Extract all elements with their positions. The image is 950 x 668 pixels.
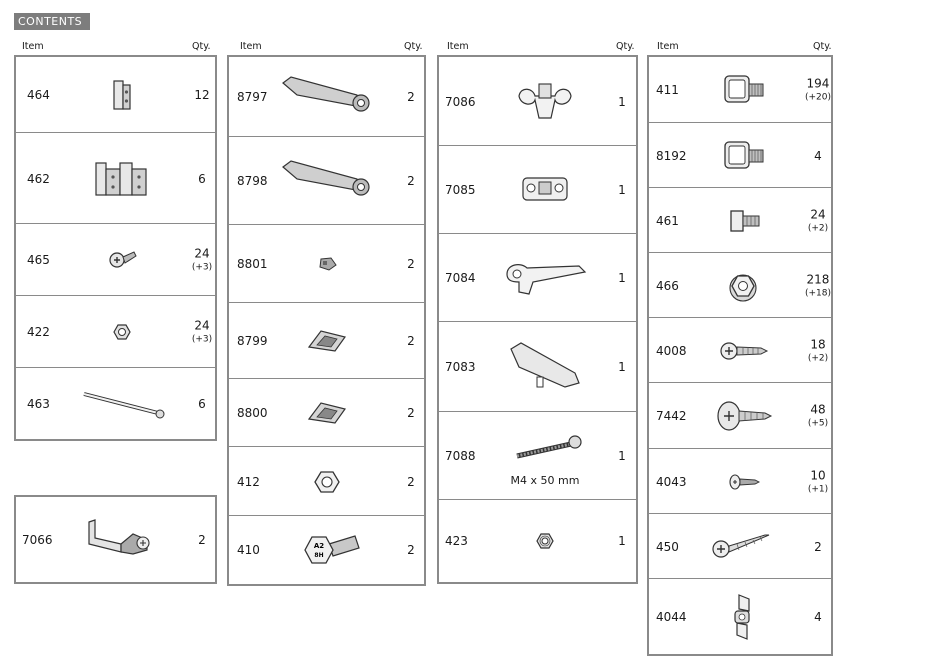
quantity (808, 336, 828, 365)
quantity-main: 2 (407, 543, 415, 557)
part-row (649, 383, 831, 449)
quantity (814, 148, 822, 164)
quantity (808, 467, 828, 496)
part-row (16, 296, 215, 368)
section-title: CONTENTS (14, 13, 90, 30)
item-number: 8798 (237, 174, 268, 188)
item-number: 4043 (656, 474, 687, 489)
quantity (198, 396, 206, 412)
item-number: 7066 (22, 532, 53, 547)
part-row (439, 234, 636, 322)
lever-cover-icon (497, 337, 593, 397)
quantity (192, 246, 212, 275)
item-number: 466 (656, 278, 679, 293)
item-number: 465 (27, 253, 50, 267)
block-bolt-icon (695, 191, 791, 251)
quantity-main: 24 (194, 318, 210, 333)
part-row (649, 318, 831, 383)
quantity (805, 76, 831, 105)
hinge-icon (497, 72, 593, 132)
quantity (618, 359, 626, 375)
wing-nut-icon (695, 587, 791, 647)
item-number: 411 (656, 83, 679, 97)
part-row (229, 225, 424, 303)
quantity-main: 1 (618, 360, 626, 374)
quantity (407, 173, 415, 189)
part-row (649, 579, 831, 654)
parts-column-3 (437, 55, 638, 584)
item-number: 450 (656, 539, 679, 554)
quantity-spare: (+3) (191, 262, 213, 273)
part-row (229, 379, 424, 447)
quantity-spare: (+2) (807, 223, 829, 233)
item-number: 7085 (445, 183, 476, 197)
item-number: 8800 (237, 406, 268, 420)
quantity-main: 6 (198, 396, 206, 411)
part-row (16, 57, 215, 133)
item-number: 410 (237, 543, 260, 557)
part-row (229, 57, 424, 137)
quantity-main: 1 (618, 183, 626, 197)
clip-icon (279, 234, 375, 294)
bracket-icon (74, 65, 170, 125)
part-row (16, 224, 215, 296)
quantity-main: 2 (814, 539, 822, 554)
item-number: 8799 (237, 334, 268, 348)
bolt-stamp-bottom: 8H (314, 552, 324, 559)
quantity-spare: (+1) (807, 484, 829, 494)
flange-nut-icon (695, 256, 791, 316)
part-row (439, 146, 636, 234)
item-number: 422 (27, 325, 50, 339)
quantity (407, 474, 415, 490)
arm-icon (279, 67, 375, 127)
parts-column-4 (647, 55, 833, 656)
quantity-main: 6 (198, 171, 206, 186)
quantity-main: 2 (407, 257, 415, 271)
lever-icon (497, 248, 593, 308)
quantity-main: 2 (407, 334, 415, 348)
quantity-spare: (+20) (804, 92, 832, 103)
quantity (198, 532, 206, 548)
quantity (192, 318, 212, 347)
quantity-main: 2 (407, 406, 415, 420)
screw-icon (74, 230, 170, 290)
item-number: 7086 (445, 94, 476, 109)
quantity-main: 18 (810, 337, 826, 351)
item-number: 461 (656, 213, 679, 228)
nut-icon (74, 302, 170, 362)
item-number: 7083 (445, 360, 476, 374)
wafer-screw-icon (695, 386, 791, 446)
quantity-main: 10 (810, 468, 826, 482)
item-number: 7442 (656, 409, 687, 423)
part-row (229, 447, 424, 516)
item-number: 423 (445, 534, 468, 548)
square-head-bolt-icon (695, 126, 791, 186)
item-header-4: Item (657, 41, 679, 52)
quantity-main: 2 (407, 90, 415, 104)
quantity (407, 333, 415, 349)
long-bolt-icon (497, 418, 593, 478)
quantity (198, 171, 206, 187)
parts-column-2 (227, 55, 426, 586)
quantity-main: 4 (814, 148, 822, 163)
qty-header-2: Qty. (404, 41, 423, 52)
quantity-main: 4 (814, 609, 822, 624)
bolt-stamp-top: A2 (313, 542, 325, 550)
item-number: 4044 (656, 609, 687, 624)
quantity-spare: (+18) (804, 288, 832, 298)
item-number: 463 (27, 396, 50, 411)
quantity (814, 609, 822, 625)
self-drill-screw-icon (695, 321, 791, 381)
part-size-caption: M4 x 50 mm (510, 474, 580, 487)
part-row (229, 303, 424, 379)
quantity (618, 270, 626, 286)
quantity-main: 48 (810, 402, 826, 417)
quantity (407, 256, 415, 272)
part-row (649, 253, 831, 318)
quantity-main: 2 (198, 532, 206, 547)
quantity (618, 94, 626, 110)
small-screw-icon (695, 452, 791, 512)
qty-header-3: Qty. (616, 41, 635, 52)
quantity-main: 1 (618, 94, 626, 109)
item-number: 462 (27, 171, 50, 186)
part-row (16, 368, 215, 439)
item-header-1: Item (22, 41, 44, 52)
part-row (16, 133, 215, 224)
tray-clip-icon (279, 383, 375, 443)
quantity-spare: (+3) (191, 334, 213, 345)
part-row (649, 449, 831, 514)
quantity (805, 271, 831, 300)
part-row (649, 514, 831, 579)
quantity-spare: (+2) (807, 353, 829, 363)
part-row (16, 497, 215, 582)
item-number: 7084 (445, 271, 476, 285)
part-row (229, 516, 424, 584)
item-header-3: Item (447, 41, 469, 52)
square-head-bolt-icon (695, 60, 791, 120)
item-number: 464 (27, 88, 50, 102)
part-row (649, 188, 831, 253)
part-row (439, 412, 636, 500)
quantity (407, 89, 415, 105)
quantity-main: 1 (618, 449, 626, 463)
item-number: 8192 (656, 148, 687, 163)
quantity (618, 182, 626, 198)
quantity-main: 194 (806, 76, 830, 91)
hinge-plate-icon (497, 160, 593, 220)
quantity-main: 1 (618, 534, 626, 548)
quantity (808, 206, 828, 235)
arm-icon (279, 151, 375, 211)
quantity (194, 87, 209, 103)
item-number: 412 (237, 474, 260, 489)
double-bracket-icon (74, 149, 170, 209)
part-row (649, 123, 831, 188)
item-number: 8801 (237, 257, 268, 271)
quantity-main: 1 (618, 271, 626, 285)
tray-clip-icon (279, 311, 375, 371)
quantity (814, 539, 822, 555)
quantity (808, 402, 828, 431)
quantity-main: 12 (194, 88, 210, 102)
hex-bolt-icon (279, 520, 375, 580)
item-number: 4008 (656, 343, 687, 358)
item-number: 8797 (237, 90, 268, 104)
qty-header-4: Qty. (813, 41, 832, 52)
part-row (439, 57, 636, 146)
quantity (618, 448, 626, 464)
quantity-main: 24 (194, 246, 210, 261)
quantity (407, 542, 415, 558)
part-row (439, 322, 636, 412)
quantity-main: 24 (810, 207, 826, 221)
item-header-2: Item (240, 41, 262, 52)
quantity-main: 2 (407, 474, 415, 489)
qty-header-1: Qty. (192, 41, 211, 52)
wood-screw-icon (695, 517, 791, 577)
lock-nut-icon (497, 511, 593, 571)
quantity-main: 2 (407, 174, 415, 188)
part-row (229, 137, 424, 225)
quantity-spare: (+5) (807, 418, 829, 429)
parts-column-5 (14, 495, 217, 584)
hex-nut-icon (279, 452, 375, 512)
angle-bracket-icon (75, 510, 171, 570)
quantity (618, 533, 626, 549)
item-number: 7088 (445, 449, 476, 463)
parts-column-1 (14, 55, 217, 441)
quantity-main: 218 (806, 272, 830, 286)
part-row (649, 57, 831, 123)
quantity (407, 405, 415, 421)
part-row (439, 500, 636, 582)
rod-icon (74, 374, 170, 434)
